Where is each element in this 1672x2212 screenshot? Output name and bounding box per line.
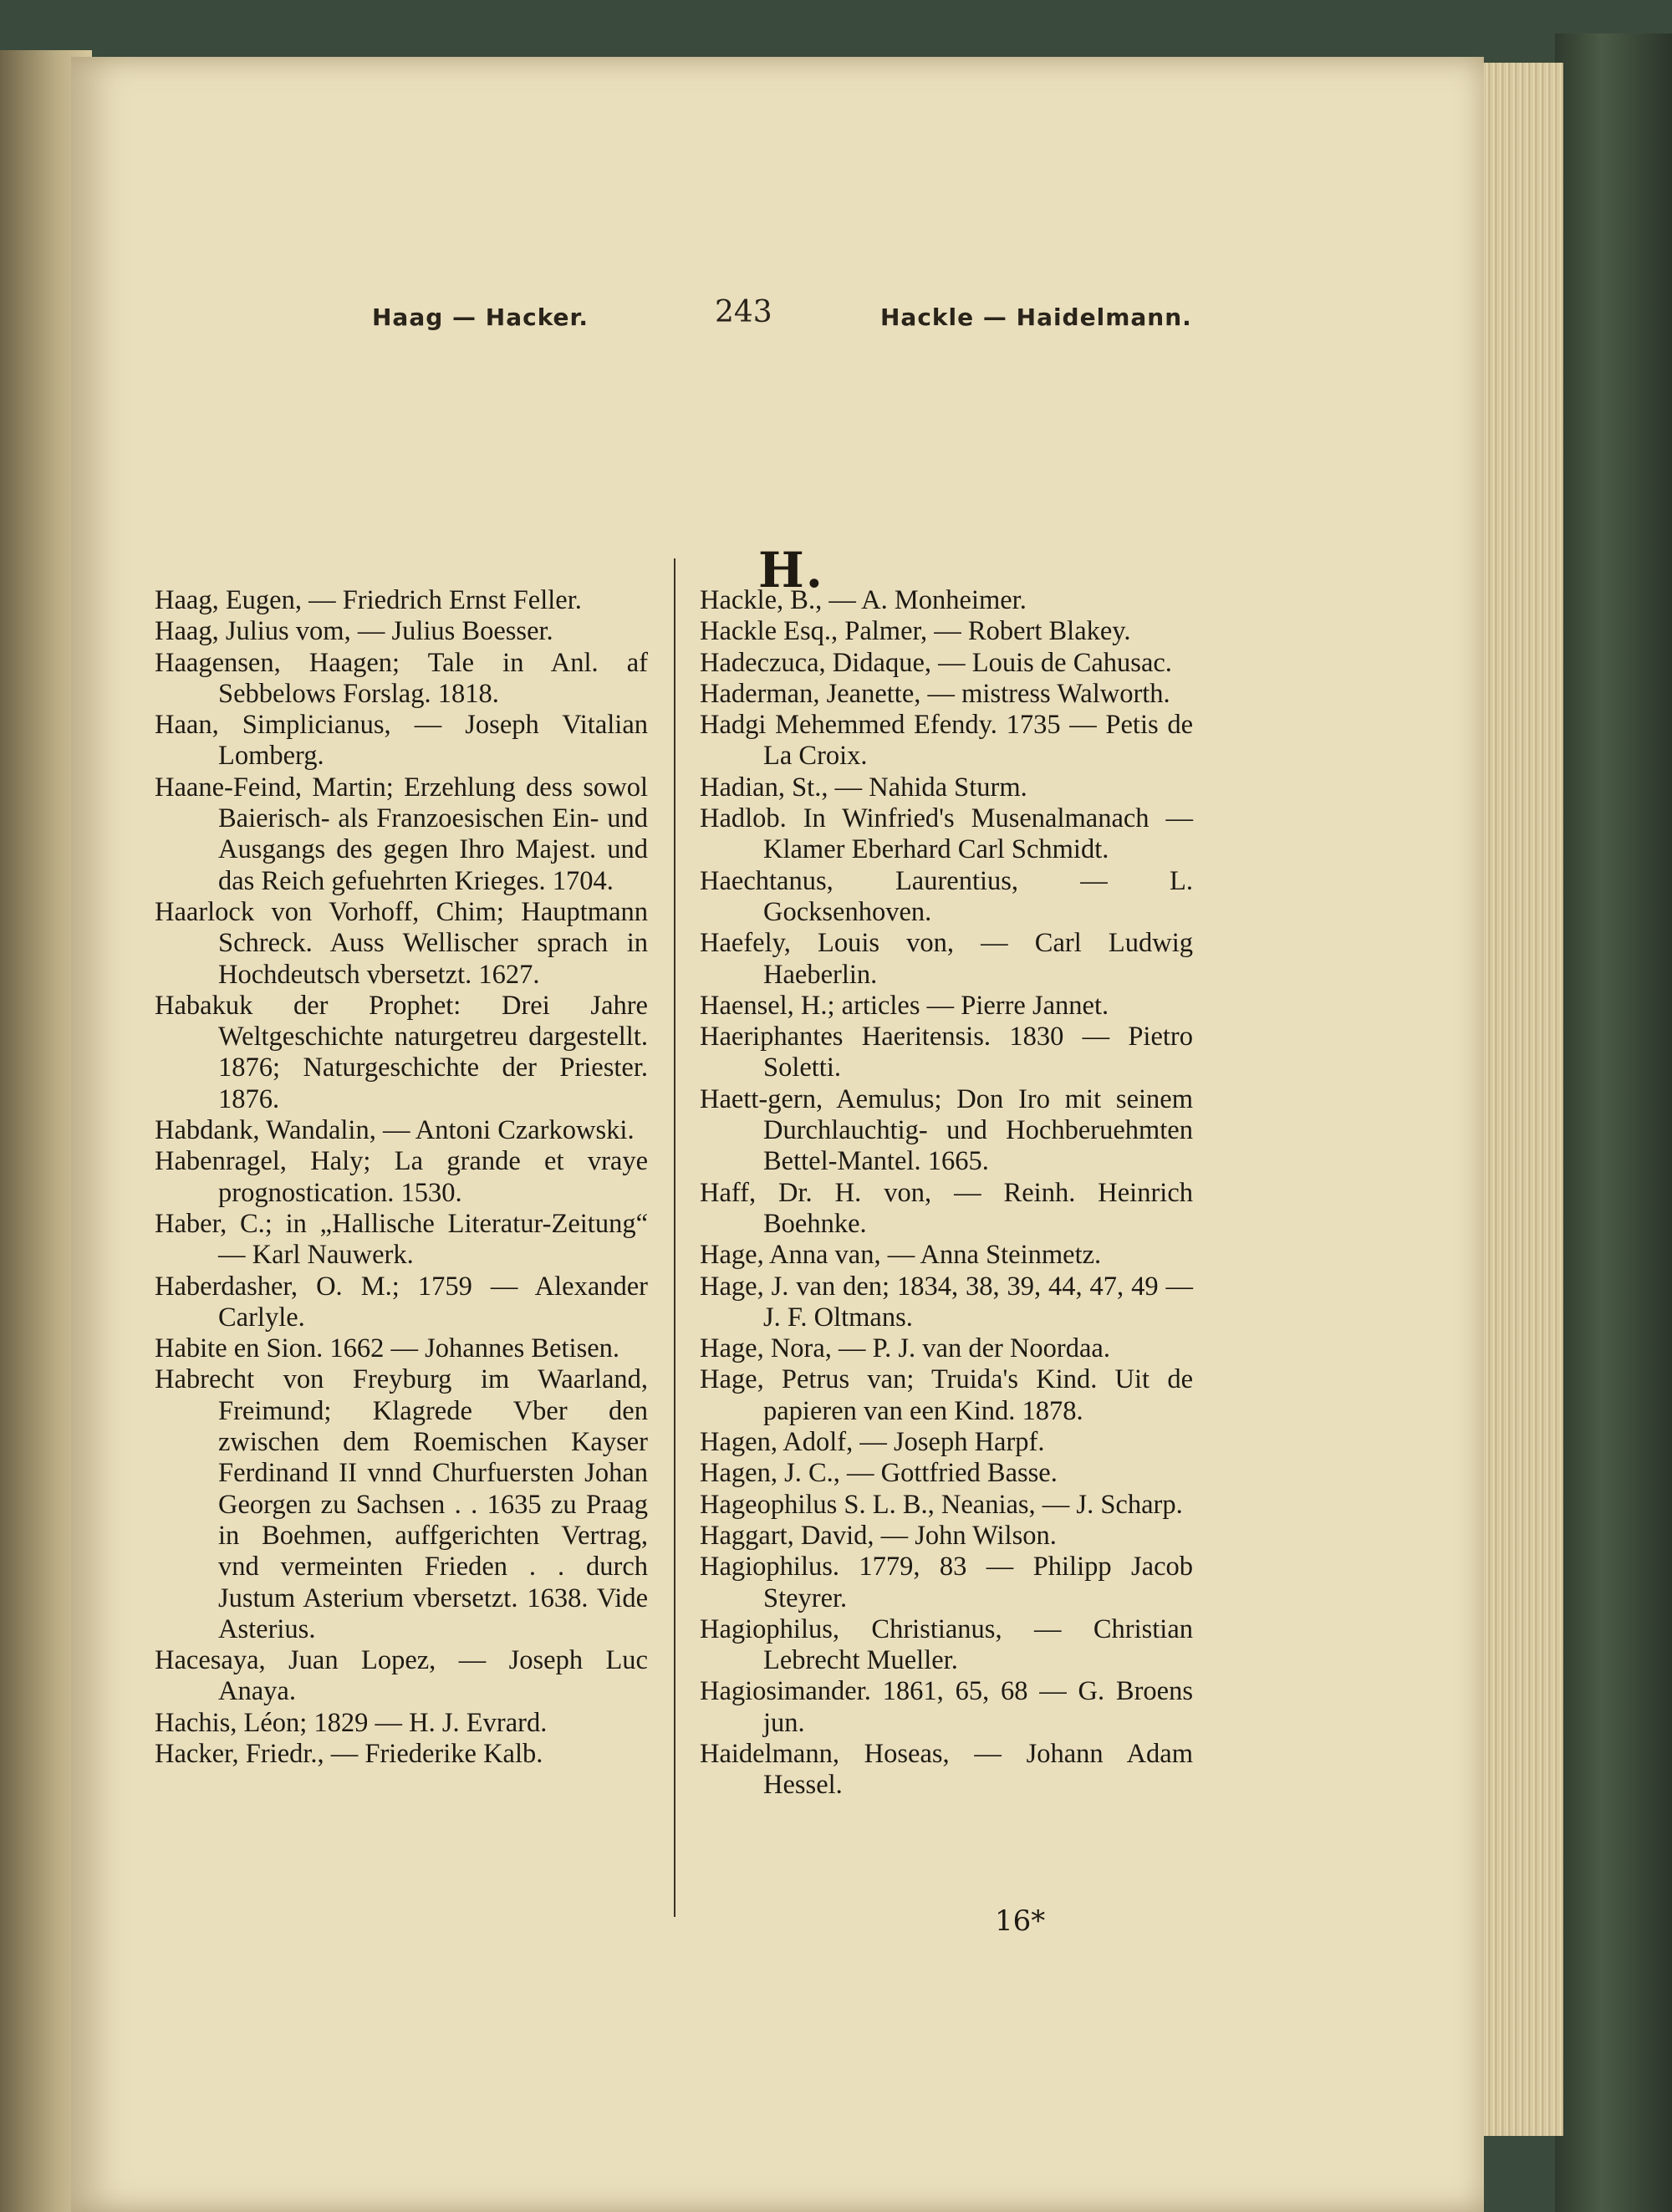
entry: Hagen, J. C., — Gottfried Basse.: [700, 1458, 1058, 1489]
entry: Hacker, Friedr., — Friederike Kalb.: [155, 1738, 543, 1769]
entry: Haagensen, Haagen; Tale in Anl. af Sebbelows Forslag. 1818.: [155, 647, 648, 709]
header-right-range: Hackle — Haidelmann.: [880, 303, 1192, 331]
entry: Haeriphantes Haeritensis. 1830 — Pietro Soletti.: [700, 1022, 1193, 1083]
entry: Hagiophilus, Christianus, — Christian Lebrecht Mueller.: [700, 1613, 1193, 1676]
entry: Hagiosimander. 1861, 65, 68 — G. Broens jun.: [700, 1676, 1193, 1738]
entry: Hadlob. In Winfried's Musenalmanach — Klamer Eberhard Carl Schmidt.: [700, 803, 1193, 865]
entry: Haidelmann, Hoseas, — Johann Adam Hessel.: [700, 1738, 1193, 1801]
page-edges: [1471, 63, 1563, 2136]
left-column: [155, 585, 648, 1770]
entry: Habakuk der Prophet: Drei Jahre Weltgeschichte naturgetreu dargestellt. 1876; Naturgeschichte der Priester. 1876.: [155, 990, 648, 1114]
entry: Haan, Simplicianus, — Joseph Vitalian Lomberg.: [155, 710, 648, 772]
right-column: [700, 585, 1193, 1802]
entry: Hachis, Léon; 1829 — H. J. Evrard.: [155, 1707, 548, 1738]
entry: Haane-Feind, Martin; Erzehlung dess sowol Baierisch- als Franzoesischen Ein- und Ausgangs des gegen Ihro Majest. und das Reich gefuehrten Krieges. 1704.: [155, 772, 648, 896]
entry: Habrecht von Freyburg im Waarland, Freimund; Klagrede Vber den zwischen dem Roemischen Kayser Ferdinand II vnnd Churfuersten Johan Georgen zu Sachsen . . 1635 zu Praag in Boehmen, auffgerichten Vertrag, vnd vermeinten Frieden . . durch Justum Asterium vbersetzt. 1638. Vide Asterius.: [155, 1364, 648, 1644]
entry: Haag, Eugen, — Friedrich Ernst Feller.: [155, 585, 582, 615]
entry: Hage, Anna van, — Anna Steinmetz.: [700, 1240, 1102, 1271]
running-header: [71, 293, 1484, 344]
entry: Hackle Esq., Palmer, — Robert Blakey.: [700, 616, 1131, 647]
page-number: 243: [715, 295, 772, 329]
entry: Hageophilus S. L. B., Neanias, — J. Scharp.: [700, 1489, 1183, 1520]
entry: Haggart, David, — John Wilson.: [700, 1520, 1057, 1551]
entry: Hacesaya, Juan Lopez, — Joseph Luc Anaya.: [155, 1645, 648, 1707]
entry: Haderman, Jeanette, — mistress Walworth.: [700, 678, 1170, 709]
entry: Hagiophilus. 1779, 83 — Philipp Jacob Steyrer.: [700, 1552, 1193, 1613]
entry: Haensel, H.; articles — Pierre Jannet.: [700, 990, 1109, 1021]
entry: Hage, J. van den; 1834, 38, 39, 44, 47, 49 — J. F. Oltmans.: [700, 1271, 1193, 1333]
entry: Hagen, Adolf, — Joseph Harpf.: [700, 1427, 1045, 1458]
entry: Hadian, St., — Nahida Sturm.: [700, 772, 1027, 803]
header-left-range: Haag — Hacker.: [372, 303, 589, 331]
entry: Haff, Dr. H. von, — Reinh. Heinrich Boehnke.: [700, 1177, 1193, 1239]
column-divider: [674, 558, 675, 1917]
entry: Haefely, Louis von, — Carl Ludwig Haeberlin.: [700, 928, 1193, 990]
entry: Habdank, Wandalin, — Antoni Czarkowski.: [155, 1115, 635, 1146]
entry: Hadeczuca, Didaque, — Louis de Cahusac.: [700, 647, 1172, 678]
entry: Hage, Petrus van; Truida's Kind. Uit de papieren van een Kind. 1878.: [700, 1364, 1193, 1426]
entry: Haarlock von Vorhoff, Chim; Hauptmann Schreck. Auss Wellischer sprach in Hochdeutsch vbersetzt. 1627.: [155, 896, 648, 990]
section-letter: H.: [758, 542, 824, 599]
entry: Haberdasher, O. M.; 1759 — Alexander Carlyle.: [155, 1271, 648, 1333]
entry: Hadgi Mehemmed Efendy. 1735 — Petis de La Croix.: [700, 710, 1193, 772]
entry: Haechtanus, Laurentius, — L. Gocksenhoven.: [700, 865, 1193, 927]
entry: Haber, C.; in „Hallische Literatur-Zeitung“ — Karl Nauwerk.: [155, 1208, 648, 1271]
entry: Haag, Julius vom, — Julius Boesser.: [155, 616, 553, 647]
entry: Hackle, B., — A. Monheimer.: [700, 585, 1027, 615]
entry: Habite en Sion. 1662 — Johannes Betisen.: [155, 1333, 620, 1364]
entry: Habenragel, Haly; La grande et vraye prognostication. 1530.: [155, 1146, 648, 1208]
entry: Hage, Nora, — P. J. van der Noordaa.: [700, 1333, 1110, 1364]
entry: Haett-gern, Aemulus; Don Iro mit seinem Durchlauchtig- und Hochberuehmten Bettel-Mantel. 1665.: [700, 1083, 1193, 1177]
signature-mark: 16*: [995, 1904, 1046, 1938]
book-cover-edge: [1555, 33, 1672, 2212]
